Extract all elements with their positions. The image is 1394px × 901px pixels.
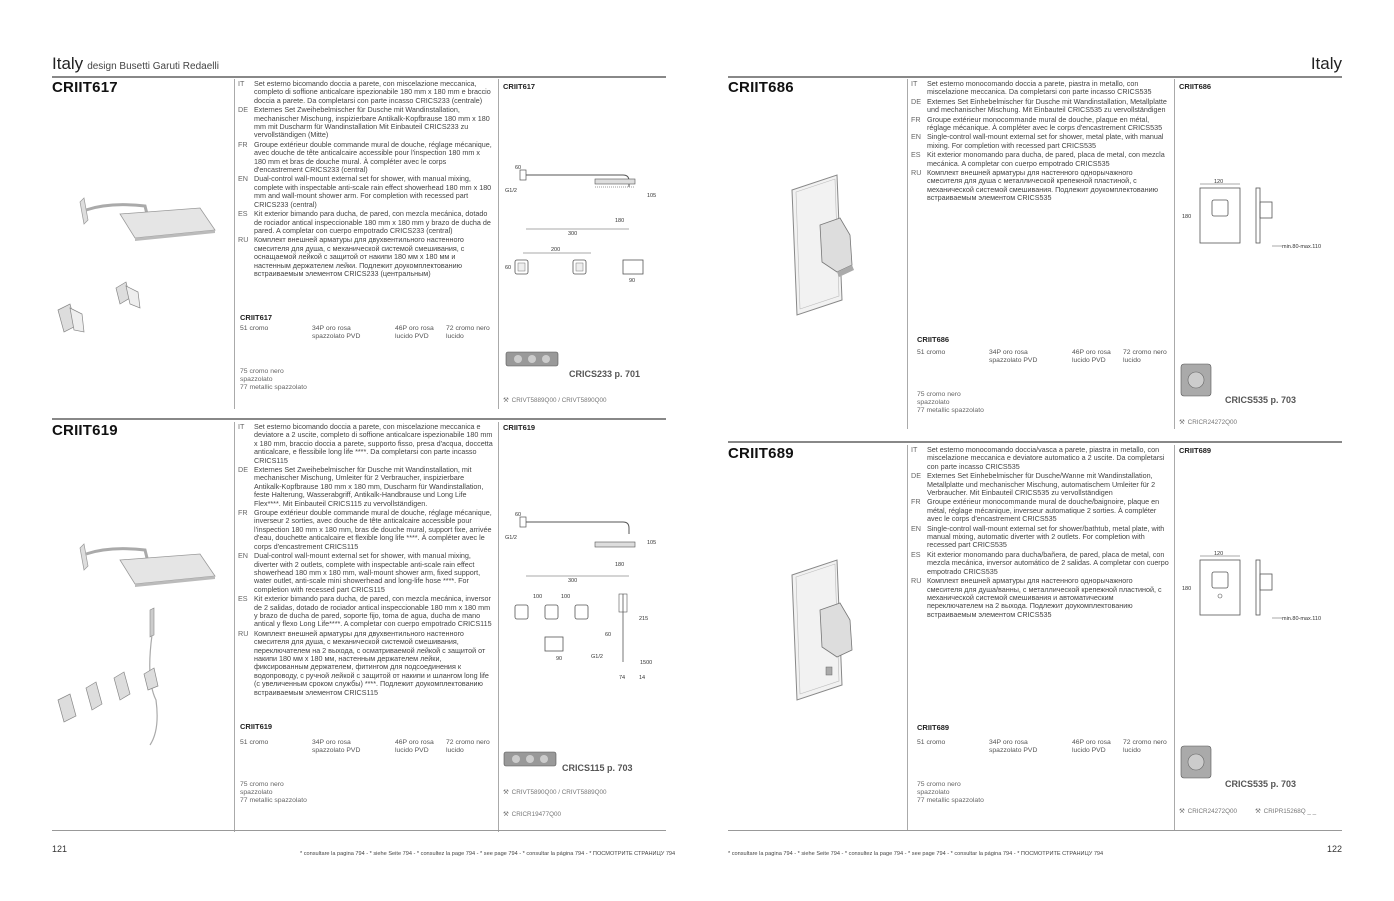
dim-label: min.80-max.110	[1282, 244, 1322, 250]
hose-icon: ⚒	[1179, 419, 1185, 426]
divider	[1174, 79, 1175, 429]
recessed-body-image	[1177, 360, 1217, 405]
dim-label: 200	[551, 247, 561, 253]
accessory: ⚒ CRIPR15268Q _ _	[1255, 808, 1317, 815]
product-code: CRIIT617	[52, 79, 118, 96]
divider	[234, 422, 235, 832]
product-code: CRIIT686	[728, 79, 794, 96]
dim-label: 74	[619, 675, 626, 681]
finish-list-2: 75 cromo nero spazzolato 77 metallic spazzolato	[917, 391, 984, 414]
footer-rule	[728, 830, 1342, 831]
recessed-body-ref: CRICS535 p. 703	[1225, 395, 1297, 405]
product-code: CRIIT689	[728, 445, 794, 462]
tech-drawing-code: CRIIT686	[1179, 82, 1212, 91]
dim-label: min.80-max.110	[1282, 616, 1322, 622]
product-image	[782, 555, 892, 705]
finish-code: CRIIT619	[240, 722, 273, 731]
hose-icon: ⚒	[503, 789, 509, 796]
header-rule	[52, 76, 666, 78]
divider	[498, 422, 499, 832]
divider	[498, 79, 499, 409]
right-page	[697, 0, 1394, 901]
product-description: IT Set esterno monocomando doccia a parete, piastra in metallo, con miscelazione meccanica. Da completarsi con parte incasso CRICS535 DE Externes Set Einhebelmischer für Dusche mit Wandinstallation, Metallplatte und mechanischer Mischung. Mit Einbauteil CRICS535 zu vervollständigen FR Groupe extérieur monocommande mural de douche, plaque en métal, réglage mécanique. À compléter avec le corps d'encastrement CRICS535 EN Single-control wall-mount external set for shower, metal plate, with manual mixing. For completion with recessed part CRICS535 ES Kit exterior monomando para ducha, de pared, placa de metal, con mezcla mecánica. A completar con cuerpo empotrado CRICS535 RU Комплект внешней арматуры для настенного однорычажного смесителя для душа с металлической крепежной пластиной, с механической системой смешивания. Подлежит доукомплектованию встраиваемым элементом CRICS535	[911, 79, 1167, 203]
finish-list-2: 75 cromo nero spazzolato 77 metallic spazzolato	[917, 781, 984, 804]
outlet-icon: ⚒	[1255, 808, 1261, 815]
finish-code: CRIIT617	[240, 313, 273, 322]
dim-label: 300	[568, 231, 578, 237]
recessed-body-image	[1177, 742, 1217, 787]
product-image	[782, 170, 892, 320]
dim-label: 120	[1214, 551, 1224, 557]
divider	[907, 445, 908, 830]
dim-label: G1/2	[505, 188, 517, 194]
accessory: ⚒ CRICR19477Q00	[503, 811, 562, 818]
header-rule	[728, 76, 1342, 78]
accessory: ⚒ CRIVT5890Q00 / CRIVT5889Q00	[503, 789, 607, 796]
product-description: IT Set esterno bicomando doccia a parete, con miscelazione meccanica, completo di soffione anticalcare ispezionabile 180 mm x 180 mm e braccio doccia a parete. Da completarsi con parte incasso CRICS233 (centrale) DE Externes Set Zweihebelmischer für Dusche mit Wandinstallation, mechanischer Mischung, inspizierbare Antikalk-Kopfbrause 180 mm x 180 mm mit Duscharm für Wandinstallation Mit Einbauteil CRICS233 zu vervollständigen (Mitte) FR Groupe extérieur double commande mural de douche, réglage mécanique, avec douche de tête anticalcaire accessible pour l'inspection 180 mm x 180 mm et bras de douche mural. À compléter avec le corps d'encastrement CRICS233 (central) EN Dual-control wall-mount external set for shower, with manual mixing, complete with inspectable anti-scale rain effect showerhead 180 mm x 180 mm and wall-mount shower arm. For completion with recessed part CRICS233 (central) ES Kit exterior bimando para ducha, de pared, con mezcla mecánica, dotado de rociador antical inspeccionable 180 mm x 180 mm y brazo de ducha de pared. A completar con cuerpo empotrado CRICS233 (central) RU Комплект внешней арматуры для двухвентильного настенного смесителя для душа, с механической системой смешивания, с оснащаемой лейкой с защитой от накипи 180 мм x 180 мм и настенным держателем лейки. Подлежит доукомплектованию встраиваемым элементом CRICS233 (центральным)	[238, 79, 492, 278]
dim-label: 60	[515, 165, 522, 171]
dim-label: 105	[647, 540, 657, 546]
dim-label: 100	[533, 594, 543, 600]
accessory: ⚒ CRICR24272Q00	[1179, 419, 1238, 426]
dim-label: 60	[605, 632, 612, 638]
brand-title: Italy design Busetti Garuti Redaelli	[52, 54, 219, 73]
finish-list: 51 cromo 34P oro rosa spazzolato PVD 46P oro rosa lucido PVD 72 cromo nero lucido	[917, 349, 1167, 364]
page-number: 121	[52, 844, 68, 854]
dim-label: 300	[568, 578, 578, 584]
product-code: CRIIT619	[52, 422, 118, 439]
recessed-body-ref: CRICS535 p. 703	[1225, 779, 1297, 789]
finish-list-2: 75 cromo nero spazzolato 77 metallic spazzolato	[240, 368, 307, 391]
dim-label: 180	[615, 218, 625, 224]
footnote: * consultare la pagina 794 - * siehe Seite 794 - * consultez la page 794 - * see page 794 - * consultar la página 794 - * ПОСМОТРИТЕ СТРАНИЦУ 794	[300, 851, 676, 857]
dim-label: 180	[1182, 586, 1192, 592]
dim-label: G1/2	[505, 535, 517, 541]
divider	[234, 79, 235, 409]
dim-label: 215	[639, 616, 649, 622]
dim-label: 100	[561, 594, 571, 600]
finish-code: CRIIT686	[917, 335, 950, 344]
product-image	[50, 520, 225, 750]
technical-drawing	[1182, 180, 1347, 255]
footnote: * consultare la pagina 794 - * siehe Seite 794 - * consultez la page 794 - * see page 794 - * consultar la página 794 - * ПОСМОТРИТЕ СТРАНИЦУ 794	[728, 851, 1104, 857]
technical-drawing	[505, 512, 660, 682]
product-description: IT Set esterno bicomando doccia a parete, con miscelazione meccanica e deviatore a 2 uscite, completo di soffione anticalcare ispezionabile 180 mm x 180 mm, braccio doccia a parete, supporto fisso, presa d'acqua, doccetta anticalcare, e flessibile long life ****. Da completarsi con parte incasso CRICS115 DE Externes Set Zweihebelmischer für Dusche mit Wandinstallation, mit mechanischer Mischung, Umleiter für 2 Verbraucher, inspizierbare Antikalk-Kopfbrause 180 mm x 180 mm, Duscharm für Wandinstallation, feste Halterung, Wasserabgriff, Antikalk-Handbrause und Long Life Flex****. Mit Einbauteil CRICS115 zu vervollständigen. FR Groupe extérieur double commande mural de douche, réglage mécanique, inverseur 2 sorties, avec douche de tête anticalcaire accessible pour l'inspection 180 mm x 180 mm, bras de douche mural, support fixe, arrivée d'eau, douchette anticalcaire et flexible long life ****. À compléter avec le corps d'encastrement CRICS115 EN Dual-control wall-mount external set for shower, with manual mixing, diverter with 2 outlets, complete with inspectable anti-scale rain effect showerhead 180 mm x 180 mm, wall-mount shower arm, fixed support, water outlet, anti-scale mini showerhead and long-life hose ****. For completion with recessed part CRICS115 ES Kit exterior bimando para ducha, de pared, con mezcla mecánica, inversor de 2 salidas, dotado de rociador antical inspeccionable 180 mm x 180 mm y brazo de ducha de pared, soporte fijo, toma de agua, ducha de mano antical y flexo Long Life****. A completar con cuerpo empotrado CRICS115 RU Комплект внешней арматуры для двухвентильного настенного смесителя для душа, с механической системой смешивания, переключателем на 2 выхода, с осматриваемой лейкой с защитой от накипи 180 мм x 180 мм, настенным держателем лейки, фиксированным держателем, фитингом для подсоединения к водопроводу, с ручной лейкой с защитой от накипи и шлангом long life (с увеличенным сроком службы) ****. Подлежит доукомплектованию встраиваемым элементом CRICS115	[238, 422, 493, 697]
dim-label: 60	[515, 512, 522, 518]
dim-label: 180	[615, 562, 625, 568]
finish-list-2: 75 cromo nero spazzolato 77 metallic spazzolato	[240, 781, 307, 804]
footer-rule	[52, 830, 666, 831]
dim-label: 180	[1182, 214, 1192, 220]
finish-list: 51 cromo 34P oro rosa spazzolato PVD 46P oro rosa lucido PVD 72 cromo nero lucido	[240, 325, 490, 340]
recessed-body-ref: CRICS233 p. 701	[569, 369, 641, 379]
dim-label: 14	[639, 675, 646, 681]
dim-label: 1500	[640, 660, 653, 666]
brand-title: Italy	[1310, 54, 1342, 73]
dim-label: 105	[647, 193, 657, 199]
section-rule	[52, 418, 666, 420]
recessed-body-ref: CRICS115 p. 703	[562, 763, 633, 773]
section-rule	[728, 441, 1342, 443]
recessed-body-image	[502, 746, 562, 774]
dim-label: 120	[1214, 179, 1224, 185]
finish-list: 51 cromo 34P oro rosa spazzolato PVD 46P oro rosa lucido PVD 72 cromo nero lucido	[240, 739, 490, 754]
page-number: 122	[1326, 844, 1342, 854]
accessory: ⚒ CRICR24272Q00	[1179, 808, 1238, 815]
product-image	[50, 180, 225, 340]
shower-head-icon: ⚒	[503, 811, 509, 818]
finish-code: CRIIT689	[917, 723, 950, 732]
technical-drawing	[505, 165, 660, 290]
product-description: IT Set esterno monocomando doccia/vasca a parete, piastra in metallo, con miscelazione meccanica e deviatore automatico a 2 uscite. Da completarsi con parte incasso CRICS535 DE Externes Set Einhebelmischer für Dusche/Wanne mit Wandinstallation, Metallplatte und mechanischer Mischung, automatischem Umleiter für 2 Verbraucher. Mit Einbauteil CRICS535 zu vervollständigen FR Groupe extérieur monocommande mural de douche/baignoire, plaque en métal, réglage mécanique, inverseur automatique 2 sorties. À compléter avec le corps d'encastrement CRICS535 EN Single-control wall-mount external set for shower/bathtub, metal plate, with manual mixing, automatic diverter with 2 outlets. For completion with recessed part CRICS535 ES Kit exterior monomando para ducha/bañera, de pared, placa de metal, con mezcla mecánica, inversor automático de 2 salidas. A completar con cuerpo empotrado CRICS535 RU Комплект внешней арматуры для настенного однорычажного смесителя для душа/ванны, с металлической крепежной пластиной, с механической системой смешивания и автоматическим переключателем на 2 выхода. Подлежит доукомплектованию встраиваемым элементом CRICS535	[911, 445, 1169, 619]
technical-drawing	[1182, 552, 1347, 627]
dim-label: G1/2	[591, 654, 603, 660]
finish-list: 51 cromo 34P oro rosa spazzolato PVD 46P oro rosa lucido PVD 72 cromo nero lucido	[917, 739, 1167, 754]
wrench-icon: ⚒	[503, 397, 509, 404]
tech-drawing-code: CRIIT689	[1179, 446, 1212, 455]
accessory: ⚒ CRIVT5889Q00 / CRIVT5890Q00	[503, 397, 607, 404]
tech-drawing-code: CRIIT617	[503, 82, 536, 91]
divider	[1174, 445, 1175, 830]
dim-label: 90	[629, 278, 636, 284]
recessed-body-image	[504, 346, 564, 374]
dim-label: 60	[505, 265, 512, 271]
dim-label: 90	[556, 656, 563, 662]
divider	[907, 79, 908, 429]
tech-drawing-code: CRIIT619	[503, 423, 536, 432]
hose-icon: ⚒	[1179, 808, 1185, 815]
